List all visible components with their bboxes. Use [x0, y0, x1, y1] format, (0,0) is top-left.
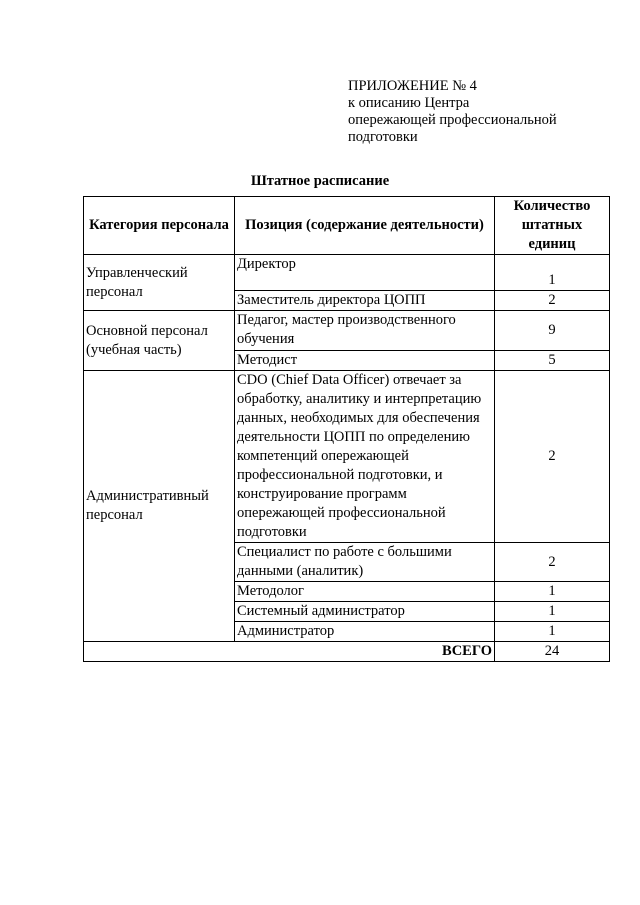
count-cell: 2 [495, 543, 610, 582]
total-label: ВСЕГО [84, 642, 495, 662]
count-cell: 5 [495, 351, 610, 371]
position-cell: Системный администратор [235, 602, 495, 622]
position-cell: Педагог, мастер производственного обучения [235, 311, 495, 351]
staffing-table [83, 196, 610, 662]
count-cell: 1 [495, 622, 610, 642]
header-position: Позиция (содержание деятельности) [235, 197, 495, 255]
table-header-row [84, 197, 610, 255]
count-cell: 1 [495, 602, 610, 622]
category-cell: Основной персонал (учебная часть) [84, 311, 235, 371]
position-cell: Специалист по работе с большими данными (аналитик) [235, 543, 495, 582]
position-cell: Заместитель директора ЦОПП [235, 291, 495, 311]
header-category: Категория персонала [84, 197, 235, 255]
count-cell: 1 [495, 582, 610, 602]
table-row [84, 371, 610, 543]
category-cell: Административный персонал [84, 371, 235, 642]
document-title: Штатное расписание [250, 173, 390, 189]
count-cell: 9 [495, 311, 610, 351]
total-row [84, 642, 610, 662]
appendix-line: ПРИЛОЖЕНИЕ № 4 [348, 78, 477, 94]
total-count: 24 [495, 642, 610, 662]
table-row [84, 311, 610, 351]
position-cell: Методолог [235, 582, 495, 602]
appendix-line: к описанию Центра [348, 95, 470, 111]
category-cell: Управленческий персонал [84, 255, 235, 311]
position-cell: Методист [235, 351, 495, 371]
position-cell: Директор [235, 255, 495, 291]
header-count: Количество штатных единиц [495, 197, 610, 255]
appendix-line: опережающей профессиональной [348, 112, 557, 128]
count-cell: 2 [495, 291, 610, 311]
count-cell: 1 [495, 255, 610, 291]
table-row [84, 255, 610, 291]
position-cell: Администратор [235, 622, 495, 642]
appendix-line: подготовки [348, 129, 418, 145]
count-cell: 2 [495, 371, 610, 543]
position-cell: CDO (Chief Data Officer) отвечает за обработку, аналитику и интерпретацию данных, необходимых для обеспечения деятельности ЦОПП по определению компетенций опережающей профессиональной подготовки, и конструирование программ опережающей профессиональной подготовки [235, 371, 495, 543]
appendix-header [348, 78, 557, 146]
